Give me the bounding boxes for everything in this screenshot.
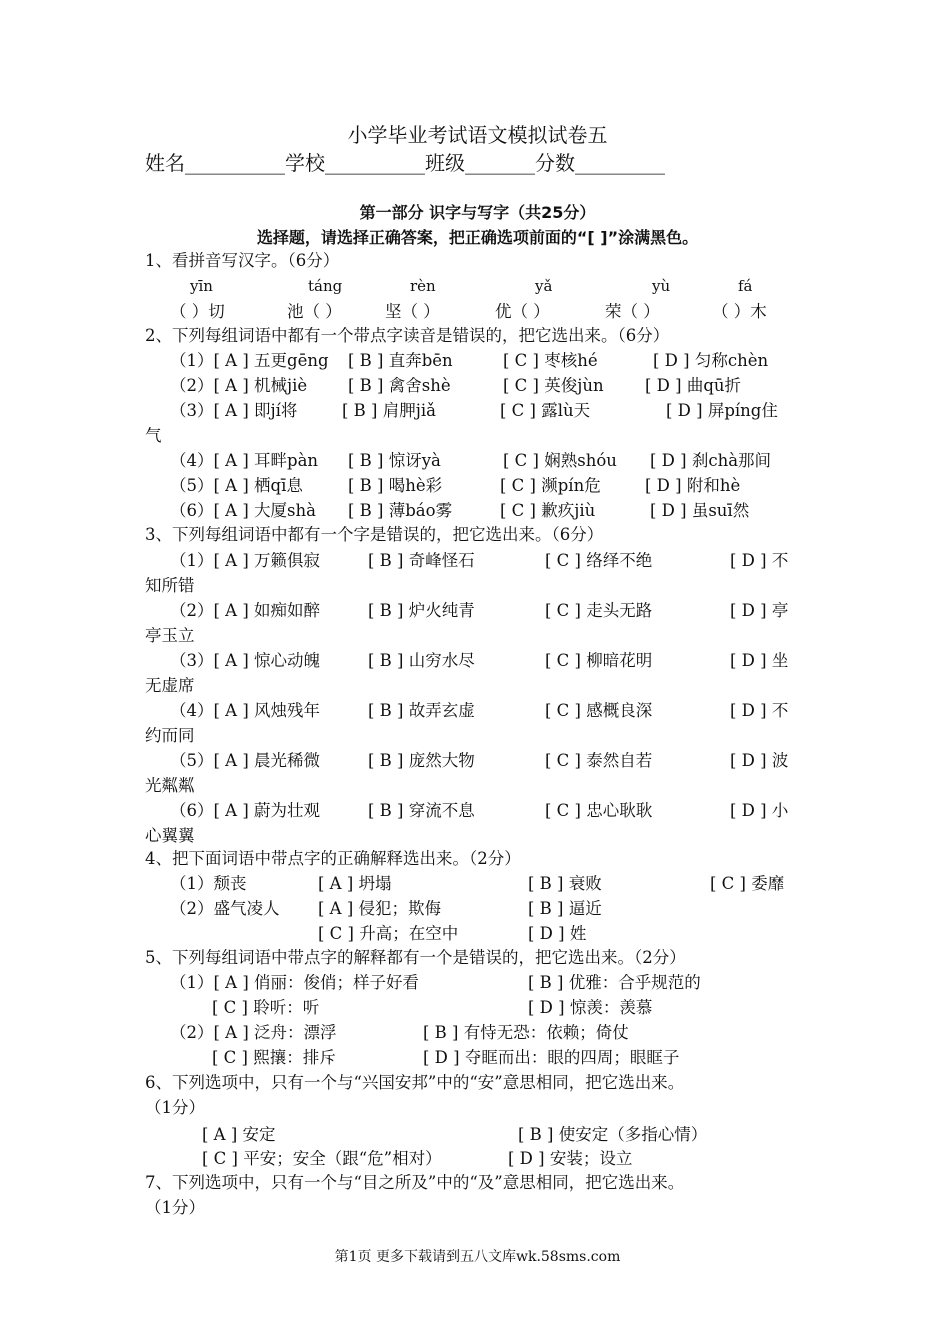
option: [ D ] 坐	[730, 651, 789, 670]
q5-row	[145, 995, 810, 1020]
q3-wrap: 约而同	[145, 726, 195, 745]
q3-stem: 3、下列每组词语中都有一个字是错误的，把它选出来。（6分）	[145, 525, 604, 544]
q3-wrap: 心翼翼	[145, 826, 195, 845]
q1-pinyin-row	[145, 274, 810, 299]
option: [ B ] 逼近	[528, 899, 602, 918]
q6-stem: 6、下列选项中，只有一个与“兴国安邦”中的“安”意思相同，把它选出来。	[145, 1073, 685, 1092]
q2-row	[145, 448, 810, 473]
option: [ D ] 不	[730, 701, 789, 720]
q5-row	[145, 1020, 810, 1045]
option: [ C ] 歉疚jiù	[500, 501, 596, 520]
option: [ C ] 娴熟shóu	[503, 451, 617, 470]
option: [ C ] 泰然自若	[545, 751, 653, 770]
option: [ B ] 穿流不息	[368, 801, 475, 820]
option: [ D ] 曲qū折	[645, 376, 742, 395]
option: （1）[ A ] 万籁俱寂	[170, 551, 321, 570]
option: [ D ] 刹chà那间	[650, 451, 772, 470]
q3-wrap: 亭玉立	[145, 626, 195, 645]
option: （5）[ A ] 栖qī息	[170, 476, 303, 495]
q3-wrap: 知所错	[145, 576, 195, 595]
option: [ C ] 委靡	[710, 874, 785, 893]
q4-row	[145, 871, 810, 896]
option: [ C ] 濒pín危	[500, 476, 601, 495]
option: [ B ] 山穷水尽	[368, 651, 475, 670]
q3-row	[145, 598, 810, 623]
q2-row	[145, 373, 810, 398]
page-title: 小学毕业考试语文模拟试卷五	[347, 123, 608, 147]
option: [ C ] 忠心耿耿	[545, 801, 653, 820]
blank: 荣（ ）	[605, 302, 660, 321]
option: [ B ] 薄báo雾	[348, 501, 453, 520]
option: [ C ] 熙攘：排斥	[212, 1048, 336, 1067]
q3-wrap: 光粼粼	[145, 776, 195, 795]
option: [ A ] 坍塌	[318, 874, 392, 893]
option: [ B ] 优雅：合乎规范的	[528, 973, 701, 992]
option: [ B ] 故弄玄虚	[368, 701, 475, 720]
option: [ B ] 炉火纯青	[368, 601, 475, 620]
q7-stem: 7、下列选项中，只有一个与“目之所及”中的“及”意思相同，把它选出来。	[145, 1173, 685, 1192]
q4-row	[145, 921, 810, 946]
q6-score: （1分）	[145, 1098, 205, 1117]
option: （4）[ A ] 风烛残年	[170, 701, 321, 720]
option: [ C ] 走头无路	[545, 601, 653, 620]
q4-stem: 4、把下面词语中带点字的正确解释选出来。（2分）	[145, 849, 521, 868]
q2-row	[145, 473, 810, 498]
pinyin: yǎ	[535, 277, 553, 295]
q3-row	[145, 748, 810, 773]
option: [ C ] 露lù天	[500, 401, 591, 420]
option: （2）[ A ] 泛舟：漂浮	[170, 1023, 337, 1042]
blank: 优（ ）	[495, 302, 550, 321]
option: [ C ] 聆听：听	[212, 998, 320, 1017]
q2-stem: 2、下列每组词语中都有一个带点字读音是错误的，把它选出来。（6分）	[145, 326, 670, 345]
option: （5）[ A ] 晨光稀微	[170, 751, 321, 770]
q1-blanks-row	[145, 299, 810, 324]
option: （3）[ A ] 即jí将	[170, 401, 298, 420]
option: [ D ] 姓	[528, 924, 587, 943]
q7-score: （1分）	[145, 1198, 205, 1217]
part1-heading: 第一部分 识字与写字（共25分）	[359, 203, 596, 222]
option: [ C ] 络绎不绝	[545, 551, 653, 570]
q5-row	[145, 970, 810, 995]
option: [ C ] 升高；在空中	[318, 924, 459, 943]
q3-wrap: 无虚席	[145, 676, 195, 695]
option: [ D ] 虽suī然	[650, 501, 750, 520]
name-bar: 姓名__________学校__________班级_______分数_________	[145, 151, 665, 175]
pinyin: rèn	[410, 277, 436, 295]
option: [ B ] 直奔bēn	[348, 351, 453, 370]
option: [ A ] 安定	[202, 1125, 276, 1144]
option: [ D ] 屏píng住	[666, 401, 778, 420]
option: （2）[ A ] 机械jiè	[170, 376, 308, 395]
q3-row	[145, 798, 810, 823]
option: [ B ] 有恃无恐：依赖；倚仗	[423, 1023, 629, 1042]
option: [ D ] 附和hè	[645, 476, 741, 495]
option: [ D ] 惊羡：羡慕	[528, 998, 653, 1017]
option: [ A ] 侵犯；欺侮	[318, 899, 442, 918]
q6-row	[145, 1122, 810, 1147]
q2-wrap: 气	[145, 426, 162, 445]
option: （3）[ A ] 惊心动魄	[170, 651, 321, 670]
blank: 坚（ ）	[385, 302, 440, 321]
option: （6）[ A ] 蔚为壮观	[170, 801, 321, 820]
option: [ B ] 肩胛jiǎ	[342, 401, 436, 420]
q2-row	[145, 348, 810, 373]
blank: 池（ ）	[287, 302, 342, 321]
pinyin: yù	[652, 277, 671, 295]
q4-row	[145, 896, 810, 921]
pinyin: yīn	[190, 277, 213, 295]
option: [ B ] 禽舍shè	[348, 376, 451, 395]
option: [ D ] 不	[730, 551, 789, 570]
option: [ D ] 亭	[730, 601, 789, 620]
option: [ C ] 平安；安全（跟“危”相对）	[202, 1149, 442, 1168]
option: （2）[ A ] 如痴如醉	[170, 601, 321, 620]
q5-stem: 5、下列每组词语中带点字的解释都有一个是错误的，把它选出来。（2分）	[145, 948, 686, 967]
blank: （ ）切	[170, 302, 225, 321]
option: [ D ] 夺眶而出：眼的四周；眼眶子	[423, 1048, 680, 1067]
option: [ B ] 喝hè彩	[348, 476, 443, 495]
option: （1）[ A ] 俏丽：俊俏；样子好看	[170, 973, 420, 992]
instruction: 选择题，请选择正确答案，把正确选项前面的“[ ]”涂满黑色。	[256, 228, 699, 247]
option: [ C ] 感概良深	[545, 701, 653, 720]
option: [ C ] 英俊jùn	[503, 376, 604, 395]
option: （1）颓丧	[170, 874, 247, 893]
q3-row	[145, 548, 810, 573]
option: （2）盛气凌人	[170, 899, 280, 918]
option: [ B ] 奇峰怪石	[368, 551, 475, 570]
blank: （ ）木	[712, 302, 767, 321]
option: [ B ] 惊讶yà	[348, 451, 441, 470]
q6-row	[145, 1146, 810, 1171]
option: [ D ] 波	[730, 751, 789, 770]
q1-stem: 1、看拼音写汉字。（6分）	[145, 251, 340, 270]
q2-row	[145, 498, 810, 523]
option: [ C ] 枣核hé	[503, 351, 598, 370]
q3-row	[145, 698, 810, 723]
option: [ B ] 衰败	[528, 874, 602, 893]
page-footer: 第1页 更多下载请到五八文库wk.58sms.com	[334, 1249, 621, 1265]
q3-row	[145, 648, 810, 673]
pinyin: fá	[738, 277, 753, 295]
option: [ D ] 安装；设立	[508, 1149, 633, 1168]
q2-row	[145, 398, 810, 423]
option: [ B ] 使安定（多指心情）	[518, 1125, 708, 1144]
option: （1）[ A ] 五更gēng	[170, 351, 329, 370]
option: [ D ] 匀称chèn	[653, 351, 769, 370]
pinyin: táng	[308, 277, 343, 295]
option: [ C ] 柳暗花明	[545, 651, 653, 670]
option: [ B ] 庞然大物	[368, 751, 475, 770]
option: [ D ] 小	[730, 801, 789, 820]
option: （4）[ A ] 耳畔pàn	[170, 451, 319, 470]
q5-row	[145, 1045, 810, 1070]
option: （6）[ A ] 大厦shà	[170, 501, 316, 520]
